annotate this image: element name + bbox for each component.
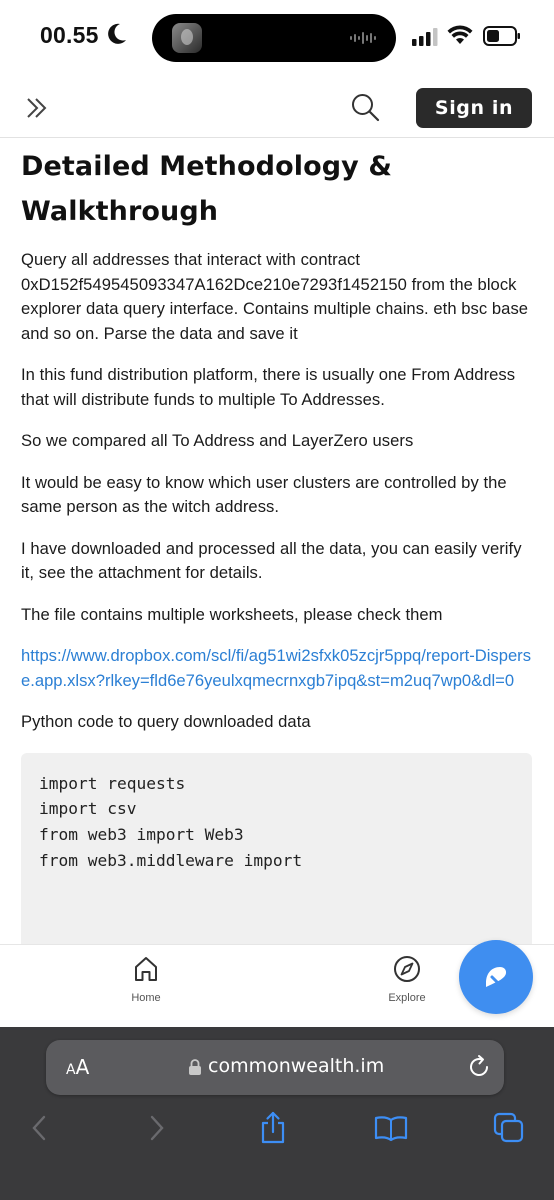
status-bar <box>0 0 554 78</box>
back-button[interactable] <box>22 1111 56 1145</box>
code-line: from web3 import Web3 <box>39 825 244 845</box>
now-playing-artwork <box>172 23 202 53</box>
expand-sidebar-button[interactable] <box>22 94 52 122</box>
paragraph: The file contains multiple worksheets, please check them <box>21 604 443 624</box>
article-content[interactable] <box>0 139 554 944</box>
paragraph: Query all addresses that interact with contract 0xD152f549545093347A162Dce210e7293f1452150 from the block explorer data query interface. Contains multiple chains. eth bsc base and so on. Parse the data and save it <box>21 250 529 343</box>
aa-small: A <box>66 1062 76 1078</box>
reader-text-size-button[interactable] <box>66 1055 89 1079</box>
cellular-signal-icon <box>412 28 438 46</box>
tabs-icon <box>493 1112 525 1144</box>
nav-label-explore: Explore <box>388 992 426 1004</box>
paragraph: In this fund distribution platform, there is usually one From Address that will distribute funds to multiple To Addresses. <box>21 365 516 409</box>
reload-icon[interactable] <box>466 1054 492 1080</box>
dropbox-attachment-link[interactable]: https://www.dropbox.com/scl/fi/ag51wi2sfxk05zcjr5ppq/report-Disperse.app.xlsx?rlkey=fld6e76yeulxqmecrnxgb7ipq&st=m2uq7wp0&dl=0 <box>21 646 532 690</box>
address-bar[interactable] <box>46 1040 504 1095</box>
paragraph: So we compared all To Address and LayerZero users <box>21 431 414 450</box>
code-block[interactable] <box>21 753 532 945</box>
create-post-fab[interactable] <box>459 940 533 1014</box>
share-button[interactable] <box>256 1111 290 1145</box>
sign-in-button[interactable]: Sign in <box>416 88 532 128</box>
url-text: commonwealth.im <box>208 1055 385 1077</box>
status-time: 00.55 <box>40 22 99 48</box>
code-line: from web3.middleware import <box>39 850 303 870</box>
browser-toolbar <box>0 1027 554 1200</box>
code-line: import requests <box>39 773 186 793</box>
aa-big: A <box>75 1055 90 1079</box>
paragraph: I have downloaded and processed all the data, you can easily verify it, see the attachment for details. <box>21 538 522 582</box>
audio-waveform-icon <box>349 31 379 45</box>
book-icon <box>374 1114 408 1142</box>
search-icon[interactable] <box>350 92 380 122</box>
chevron-right-icon <box>148 1114 166 1142</box>
forward-button[interactable] <box>140 1111 174 1145</box>
bookmarks-button[interactable] <box>374 1111 408 1145</box>
code-line: import csv <box>39 799 137 819</box>
lock-icon <box>188 1058 202 1076</box>
chevron-left-icon <box>30 1114 48 1142</box>
article-title: Detailed Methodology & Walkthrough <box>21 151 393 227</box>
nav-label-home: Home <box>131 992 161 1004</box>
share-icon <box>258 1111 288 1145</box>
home-icon <box>132 955 160 983</box>
compass-icon <box>393 955 421 983</box>
wifi-icon <box>447 25 473 45</box>
tabs-button[interactable] <box>492 1111 526 1145</box>
nav-item-home[interactable] <box>106 955 186 1004</box>
battery-icon <box>483 26 521 46</box>
paragraph: It would be easy to know which user clusters are controlled by the same person as the witch address. <box>21 472 507 516</box>
code-intro: Python code to query downloaded data <box>21 712 311 731</box>
nav-item-explore[interactable] <box>367 955 447 1004</box>
moon-icon <box>106 22 128 46</box>
compose-icon <box>480 961 512 993</box>
dynamic-island[interactable] <box>152 14 396 62</box>
double-chevron-right-icon <box>24 96 50 120</box>
app-header <box>0 78 554 138</box>
